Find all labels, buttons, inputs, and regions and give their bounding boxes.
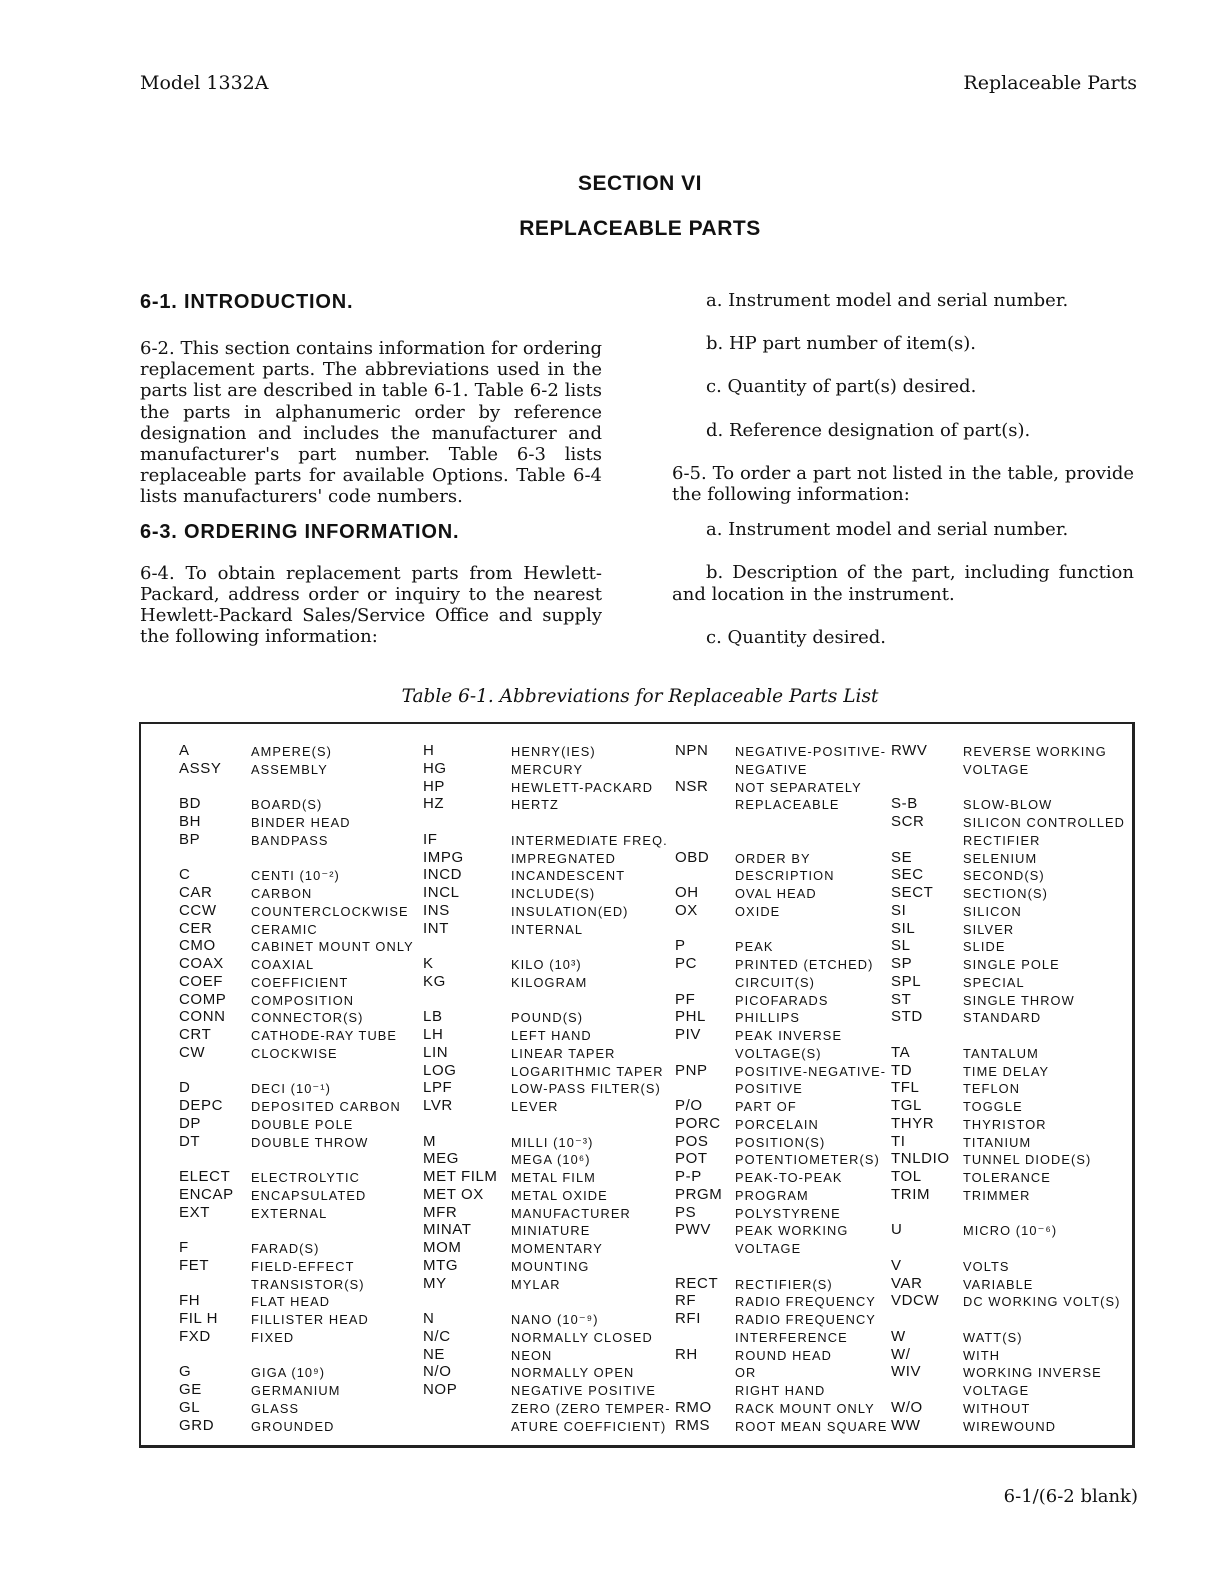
definition: COUNTERCLOCKWISE [251,903,409,919]
definition: SPECIAL [963,974,1025,990]
definition: SINGLE POLE [963,957,1060,972]
abbreviation: W/ [891,1345,911,1363]
abbreviation: PS [675,1203,697,1221]
definition: MANUFACTURER [511,1205,631,1221]
definition: NEGATIVE POSITIVE [511,1383,657,1398]
definition: CARBON [251,886,313,901]
abbreviation: M [423,1132,437,1150]
definition: NEGATIVE [735,761,808,777]
left-column [140,290,602,647]
abbreviation: TNLDIO [891,1150,950,1168]
definition: INTERNAL [511,921,584,937]
definition: MOMENTARY [511,1241,603,1256]
abbreviation: HP [423,777,446,795]
definition: DOUBLE THROW [251,1134,369,1150]
abbreviation: BP [179,830,201,848]
definition: TUNNEL DIODE(S) [963,1152,1092,1168]
abbreviation: KG [423,972,446,990]
abbreviation: RECT [675,1274,719,1292]
definition: COEFFICIENT [251,974,349,990]
definition: MEGA (10⁶) [511,1152,591,1168]
definition: WITHOUT [963,1400,1031,1416]
definition: NOT SEPARATELY [735,779,862,795]
abbreviation: OX [675,901,698,919]
definition: DEPOSITED CARBON [251,1099,401,1114]
abbreviation: PNP [675,1061,708,1079]
abbreviation: POT [675,1150,708,1168]
abbreviation: GRD [179,1416,215,1434]
section-number: SECTION VI [577,172,703,195]
abbreviation: D [179,1079,191,1097]
abbreviation: DP [179,1114,202,1132]
list-item: d. Reference designation of part(s). [706,419,1031,441]
definition: RACK MOUNT ONLY [735,1400,875,1416]
abbreviation: PRGM [675,1185,723,1203]
definition: DC WORKING VOLT(S) [963,1294,1121,1310]
abbreviation: OBD [675,848,710,866]
definition: FARAD(S) [251,1241,320,1256]
definition: MERCURY [511,761,584,777]
table-caption: Table 6-1. Abbreviations for Replaceable Parts List [401,686,879,707]
definition: REPLACEABLE [735,797,840,813]
abbreviation: OH [675,884,699,901]
definition: TOGGLE [963,1099,1023,1114]
definition: TOLERANCE [963,1170,1051,1185]
definition: SILVER [963,921,1015,937]
abbreviation: INS [423,901,450,919]
abbreviation: MY [423,1274,447,1292]
abbreviation: RWV [891,742,928,759]
header-section-name: Replaceable Parts [963,72,1137,94]
abbreviation: W/O [891,1398,923,1416]
abbreviation: STD [891,1008,923,1026]
definition: ORDER BY [735,850,811,866]
abbreviation: LVR [423,1097,453,1114]
abbreviation: TGL [891,1097,922,1114]
abbreviation: SECT [891,884,934,901]
definition: ELECTROLYTIC [251,1170,360,1185]
abbreviation: DT [179,1132,201,1150]
abbreviation: FET [179,1256,210,1274]
definition: PRINTED (ETCHED) [735,957,874,972]
definition: SLIDE [963,939,1006,955]
abbreviation: INT [423,919,449,937]
definition: WITH [963,1347,1001,1363]
abbreviation: RF [675,1292,697,1310]
definition: TEFLON [963,1081,1021,1097]
definition: DECI (10⁻¹) [251,1081,332,1097]
definition: WORKING INVERSE [963,1365,1102,1381]
abbreviation: ENCAP [179,1185,234,1203]
abbreviation: NSR [675,777,709,795]
definition: VOLTAGE [735,1241,802,1256]
abbreviation: N/C [423,1327,451,1345]
definition: OR [735,1365,757,1381]
abbreviation: CCW [179,901,217,919]
list-item: b. HP part number of item(s). [706,333,976,355]
abbreviation: RMS [675,1416,711,1434]
abbreviation: TFL [891,1079,920,1097]
abbreviation: FH [179,1292,201,1310]
abbreviation: GE [179,1381,202,1398]
definition: THYRISTOR [963,1116,1047,1132]
abbreviation: VAR [891,1274,923,1292]
introduction-heading: 6-1. INTRODUCTION. [140,291,354,313]
definition: PEAK-TO-PEAK [735,1170,843,1185]
definition: CLOCKWISE [251,1045,338,1061]
definition: FILLISTER HEAD [251,1312,369,1327]
abbreviation: CMO [179,937,216,955]
abbreviation: RH [675,1345,698,1363]
definition: POSITIVE-NEGATIVE- [735,1063,887,1079]
definition: METAL OXIDE [511,1187,608,1203]
abbreviation: N/O [423,1363,452,1381]
abbreviation: INCD [423,866,463,884]
abbreviation: U [891,1221,903,1239]
abbreviations-table [139,722,1135,1448]
definition: METAL FILM [511,1170,596,1185]
abbreviation: P/O [675,1097,703,1114]
definition: REVERSE WORKING [963,744,1107,759]
abbreviation: ELECT [179,1168,231,1185]
definition: VARIABLE [963,1276,1034,1292]
abbreviation: MET OX [423,1185,484,1203]
definition: GROUNDED [251,1418,335,1434]
definition: RIGHT HAND [735,1383,826,1398]
definition: POSITIVE [735,1081,803,1097]
definition: ENCAPSULATED [251,1187,367,1203]
definition: PICOFARADS [735,992,829,1008]
definition: BOARD(S) [251,797,323,813]
abbreviation: TD [891,1061,913,1079]
definition: WIREWOUND [963,1418,1057,1434]
definition: SINGLE THROW [963,992,1075,1008]
abbreviation: IF [423,830,438,848]
abbreviation: COAX [179,955,224,972]
definition: INCANDESCENT [511,868,626,884]
definition: VOLTAGE [963,761,1030,777]
definition: COMPOSITION [251,992,355,1008]
definition: STANDARD [963,1010,1042,1026]
abbreviation: W [891,1327,906,1345]
definition: GERMANIUM [251,1383,341,1398]
abbreviation: EXT [179,1203,210,1221]
abbreviation: PHL [675,1008,706,1026]
abbreviation: V [891,1256,902,1274]
definition: CERAMIC [251,921,318,937]
definition: SILICON CONTROLLED [963,815,1126,830]
definition: PORCELAIN [735,1116,819,1132]
abbreviation: CRT [179,1026,212,1043]
definition: HERTZ [511,797,559,813]
abbreviation: FXD [179,1327,211,1345]
definition: PART OF [735,1099,797,1114]
definition: NEGATIVE-POSITIVE- [735,744,887,759]
definition: BINDER HEAD [251,815,351,830]
definition: TRANSISTOR(S) [251,1276,365,1292]
definition: MILLI (10⁻³) [511,1134,594,1150]
definition: LOW-PASS FILTER(S) [511,1081,661,1097]
abbreviation: MET FILM [423,1168,498,1185]
definition: POLYSTYRENE [735,1205,841,1221]
abbreviation: SCR [891,813,925,830]
abbreviation: K [423,955,434,972]
definition: RADIO FREQUENCY [735,1312,876,1327]
abbreviation: COEF [179,972,224,990]
definition: TITANIUM [963,1134,1032,1150]
paragraph-6-2: 6-2. This section contains information for ordering replacement parts. The abbreviations used in the parts list are described in table 6-1. Table 6-2 lists the parts in alphanumeric order by reference designation and includes the manufacturer and manufacturer's part number. Table 6-3 lists replaceable parts for available Options. Table 6-4 lists manufacturers' code numbers. [140,338,602,508]
definition: RADIO FREQUENCY [735,1294,876,1310]
abbreviation: IMPG [423,848,464,866]
abbreviation: S-B [891,795,918,813]
definition: RECTIFIER(S) [735,1276,833,1292]
abbreviation: LIN [423,1043,449,1061]
definition: PROGRAM [735,1187,809,1203]
definition: LEFT HAND [511,1028,592,1043]
definition: DESCRIPTION [735,868,835,884]
definition: OVAL HEAD [735,886,817,901]
abbreviation: SIL [891,919,916,937]
definition: WATT(S) [963,1329,1023,1345]
abbreviation: HG [423,759,447,777]
abbreviation: WW [891,1416,921,1434]
definition: IMPREGNATED [511,850,617,866]
abbreviation: MOM [423,1239,462,1256]
abbreviation: BH [179,813,202,830]
definition: SELENIUM [963,850,1038,866]
definition: TRIMMER [963,1187,1031,1203]
abbreviation: COMP [179,990,227,1008]
abbreviation: H [423,742,435,759]
abbreviation: ST [891,990,912,1008]
abbreviation: MFR [423,1203,458,1221]
definition: INSULATION(ED) [511,903,629,919]
definition: NORMALLY CLOSED [511,1329,653,1345]
abbreviation: FIL H [179,1310,219,1327]
definition: ZERO (ZERO TEMPER- [511,1400,671,1416]
abbreviation: MINAT [423,1221,472,1239]
abbreviation: LB [423,1008,443,1026]
definition: ATURE COEFFICIENT) [511,1418,667,1434]
definition: CABINET MOUNT ONLY [251,939,414,955]
abbreviation: PORC [675,1114,721,1132]
section-title: REPLACEABLE PARTS [519,217,761,240]
abbreviation: SE [891,848,913,866]
definition: OXIDE [735,903,781,919]
definition: FLAT HEAD [251,1294,331,1310]
abbreviation: SP [891,955,913,972]
abbreviation: PWV [675,1221,711,1239]
abbreviation: CONN [179,1008,226,1026]
definition: SECOND(S) [963,868,1045,884]
abbreviation: G [179,1363,192,1381]
abbreviation: LH [423,1026,444,1043]
definition: TIME DELAY [963,1063,1050,1079]
abbreviation: CW [179,1043,206,1061]
definition: CIRCUIT(S) [735,974,815,990]
definition: NANO (10⁻⁹) [511,1312,599,1327]
definition: CENTI (10⁻²) [251,868,340,884]
definition: POUND(S) [511,1010,584,1026]
definition: INCLUDE(S) [511,886,596,901]
right-column [672,290,1134,648]
abbreviation: DEPC [179,1097,224,1114]
definition: TANTALUM [963,1045,1039,1061]
definition: SLOW-BLOW [963,797,1053,813]
definition: GIGA (10⁹) [251,1365,326,1381]
definition: PEAK [735,939,774,955]
definition: CATHODE-RAY TUBE [251,1028,398,1043]
definition: FIXED [251,1329,295,1345]
abbreviation: HZ [423,795,445,813]
paragraph-6-4: 6-4. To obtain replacement parts from Hewlett-Packard, address order or inquiry to the nearest Hewlett-Packard Sales/Service Office and supply the following information: [140,562,602,648]
definition: PEAK WORKING [735,1223,849,1239]
definition: DOUBLE POLE [251,1116,354,1132]
definition: NORMALLY OPEN [511,1365,635,1381]
definition: NEON [511,1347,553,1363]
abbreviation: CAR [179,884,213,901]
abbreviation: MEG [423,1150,459,1168]
definition: BANDPASS [251,832,329,848]
definition: GLASS [251,1400,300,1416]
abbreviation: VDCW [891,1292,940,1310]
page-number: 6-1/(6-2 blank) [1003,1486,1138,1507]
definition: POTENTIOMETER(S) [735,1152,880,1168]
abbreviation: F [179,1239,189,1256]
abbreviation: WIV [891,1363,922,1381]
abbreviation: PC [675,955,698,972]
definition: POSITION(S) [735,1134,826,1150]
definition: EXTERNAL [251,1205,328,1221]
abbreviation: NE [423,1345,446,1363]
definition: VOLTAGE [963,1383,1030,1398]
definition: MINIATURE [511,1223,591,1239]
abbreviation: RFI [675,1310,701,1327]
abbreviation: TOL [891,1168,922,1185]
definition: MOUNTING [511,1258,590,1274]
definition: VOLTAGE(S) [735,1045,822,1061]
abbreviation: INCL [423,884,460,901]
abbreviation: N [423,1310,435,1327]
list-item: c. Quantity desired. [706,626,886,648]
abbreviation: TA [891,1043,911,1061]
definition: INTERFERENCE [735,1329,848,1345]
definition: KILO (10³) [511,957,582,972]
abbreviation: A [179,742,190,759]
definition: SECTION(S) [963,886,1048,901]
abbreviation: LPF [423,1079,453,1097]
definition: MICRO (10⁻⁶) [963,1223,1058,1239]
definition: ROOT MEAN SQUARE [735,1418,888,1434]
abbreviation: RMO [675,1398,712,1416]
definition: HENRY(IES) [511,744,596,759]
definition: PHILLIPS [735,1010,800,1026]
definition: LOGARITHMIC TAPER [511,1063,664,1079]
abbreviation: NPN [675,742,709,759]
abbreviation: PF [675,990,696,1008]
abbreviation: SPL [891,972,922,990]
abbreviation: P-P [675,1168,702,1185]
definition: COAXIAL [251,957,315,972]
definition: ASSEMBLY [251,761,328,777]
abbreviation: MTG [423,1256,459,1274]
definition: SILICON [963,903,1022,919]
abbreviation: LOG [423,1061,457,1079]
abbreviation: GL [179,1398,201,1416]
abbreviation: SEC [891,866,924,884]
definition: HEWLETT-PACKARD [511,779,654,795]
ordering-heading: 6-3. ORDERING INFORMATION. [140,520,460,543]
abbreviation: SL [891,937,911,955]
definition: KILOGRAM [511,974,588,990]
abbreviation: CER [179,919,213,937]
definition: MYLAR [511,1276,561,1292]
definition: LINEAR TAPER [511,1045,616,1061]
paragraph-6-5: 6-5. To order a part not listed in the table, provide the following information: [672,462,1134,506]
definition: RECTIFIER [963,832,1041,848]
header-model: Model 1332A [140,72,269,94]
definition: CONNECTOR(S) [251,1010,364,1026]
abbreviation: ASSY [179,759,222,777]
abbreviation: THYR [891,1114,935,1132]
abbreviation: C [179,866,191,884]
definition: LEVER [511,1099,559,1114]
definition: PEAK INVERSE [735,1028,843,1043]
definition: ROUND HEAD [735,1347,833,1363]
abbreviation: PIV [675,1026,701,1043]
definition: FIELD-EFFECT [251,1258,355,1274]
list-item: b. Description of the part, including function and location in the instrument. [672,562,1134,605]
definition: INTERMEDIATE FREQ. [511,832,668,848]
abbreviation: TRIM [891,1185,931,1203]
list-item: c. Quantity of part(s) desired. [706,376,977,398]
abbreviation: POS [675,1132,709,1150]
list-item: a. Instrument model and serial number. [706,519,1069,541]
list-item: a. Instrument model and serial number. [706,290,1069,311]
abbreviation: TI [891,1132,906,1150]
abbreviation: NOP [423,1381,458,1398]
definition: AMPERE(S) [251,744,333,759]
definition: VOLTS [963,1258,1010,1274]
abbreviation: P [675,937,686,955]
abbreviation: SI [891,901,907,919]
abbreviation: BD [179,795,202,813]
